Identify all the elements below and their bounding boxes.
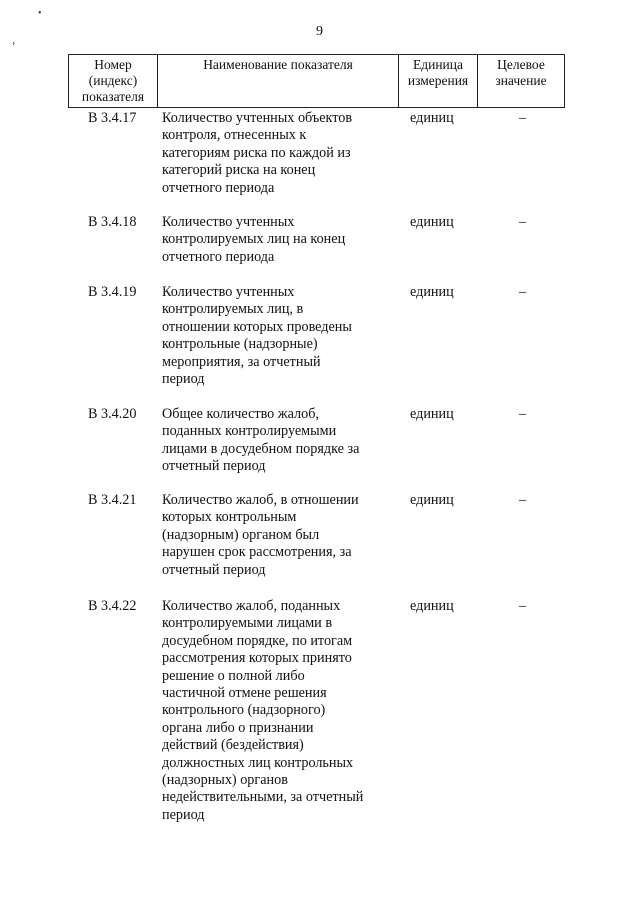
header-text: Единица (412, 57, 463, 72)
indicator-name-line: нарушен срок рассмотрения, за (162, 544, 352, 561)
header-text: показателя (81, 89, 145, 104)
indicator-name-line: должностных лиц контрольных (162, 754, 354, 771)
indicator-name (162, 284, 402, 388)
indicator-name-line: Количество учтенных (162, 284, 295, 300)
indicator-name-line: решение о полной либо (162, 667, 305, 684)
page-number: 9 (316, 24, 323, 39)
indicator-name-line: Общее количество жалоб, (162, 406, 319, 422)
indicator-code: В 3.4.20 (88, 406, 137, 422)
header-text: измерения (407, 73, 469, 88)
indicator-name-line: рассмотрения которых принято (162, 650, 352, 667)
indicator-name-line: контрольного (надзорного) (162, 702, 326, 719)
indicator-code: В 3.4.18 (88, 214, 137, 230)
scan-mark: • (38, 8, 42, 19)
header-text: Номер (94, 57, 132, 72)
indicator-unit: единиц (410, 598, 454, 614)
indicator-name-line: контрольные (надзорные) (162, 336, 318, 353)
indicator-name-line: лицами в досудебном порядке за (162, 440, 360, 457)
indicator-name-line: Количество учтенных (162, 214, 295, 230)
indicator-name (162, 598, 402, 824)
indicator-name-line: действий (бездействия) (162, 737, 304, 754)
indicator-name-line: (надзорным) органом был (162, 526, 320, 543)
indicator-name (162, 214, 402, 266)
scan-mark: › (12, 38, 16, 49)
indicator-code: В 3.4.17 (88, 110, 137, 126)
indicator-name-line: частичной отмене решения (162, 685, 327, 702)
indicator-name-line: контролируемых лиц, в (162, 301, 304, 318)
indicator-code: В 3.4.22 (88, 598, 137, 614)
indicator-target: – (519, 110, 527, 126)
header-text: значение (495, 73, 547, 88)
indicator-name (162, 492, 402, 579)
indicator-name-line: контролируемыми лицами в (162, 615, 333, 632)
indicator-unit: единиц (410, 110, 454, 126)
indicator-target: – (519, 492, 527, 508)
indicator-target: – (519, 214, 527, 230)
indicator-name-line: отчетного периода (162, 179, 275, 196)
indicator-name-line: отчетного периода (162, 248, 275, 265)
indicator-unit: единиц (410, 492, 454, 508)
header-index-column (69, 55, 158, 108)
indicator-name-line: мероприятия, за отчетный (162, 353, 321, 370)
indicator-name-line: (надзорных) органов (162, 772, 288, 789)
indicator-name-line: отчетный период (162, 561, 266, 578)
indicator-name-line: которых контрольным (162, 509, 297, 526)
indicator-unit: единиц (410, 214, 454, 230)
indicator-name-line: органа либо о признании (162, 719, 314, 736)
indicator-unit: единиц (410, 406, 454, 422)
indicator-name-line: поданных контролируемыми (162, 423, 337, 440)
header-text: (индекс) (88, 73, 138, 88)
header-text: Целевое (497, 57, 545, 72)
indicator-name-line: контроля, отнесенных к (162, 127, 307, 144)
indicator-name-line: Количество учтенных объектов (162, 110, 353, 126)
indicator-name-line: категорий риска на конец (162, 162, 316, 179)
indicator-code: В 3.4.19 (88, 284, 137, 300)
table-header (68, 54, 565, 108)
indicator-name (162, 406, 402, 476)
indicator-target: – (519, 598, 527, 614)
indicator-name-line: отчетный период (162, 458, 266, 475)
indicator-target: – (519, 406, 527, 422)
header-name-column (158, 55, 399, 108)
header-text: Наименование показателя (203, 57, 353, 72)
indicator-name-line: контролируемых лиц на конец (162, 231, 346, 248)
indicator-code: В 3.4.21 (88, 492, 137, 508)
indicator-name (162, 110, 402, 197)
header-unit-column (399, 55, 478, 108)
indicator-name-line: досудебном порядке, по итогам (162, 632, 353, 649)
indicator-name-line: категориям риска по каждой из (162, 144, 351, 161)
indicator-unit: единиц (410, 284, 454, 300)
indicator-name-line: период (162, 371, 205, 388)
indicator-name-line: недействительными, за отчетный (162, 789, 364, 806)
indicator-name-line: Количество жалоб, поданных (162, 598, 341, 614)
header-target-column (478, 55, 565, 108)
indicator-name-line: период (162, 806, 205, 823)
indicator-name-line: Количество жалоб, в отношении (162, 492, 359, 508)
indicator-target: – (519, 284, 527, 300)
indicator-name-line: отношении которых проведены (162, 318, 352, 335)
